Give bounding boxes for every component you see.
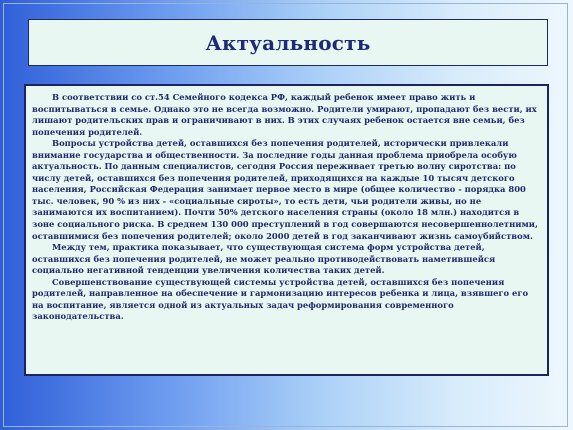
slide-title: Актуальность — [205, 30, 371, 55]
content-box — [24, 84, 549, 376]
paragraph-3-text: Между тем, практика показывает, что существующая система форм устройства детей, оставшихся без попечения родителей, не может реально противодействовать наметившейся социально негативной тенденции увеличения количества таких детей. — [32, 242, 496, 276]
paragraph-1 — [32, 92, 541, 138]
paragraph-1-text: В соответствии со ст.54 Семейного кодекса РФ, каждый ребенок имеет право жить и воспитываться в семье. Однако это не всегда возможно. Родители умирают, пропадают без вести, их лишают родительских прав и ограничивают в них. В этих случаях ребенок остается вне семьи, без попечения родителей. — [32, 92, 537, 137]
title-box — [28, 19, 548, 66]
paragraph-4 — [32, 277, 541, 323]
paragraph-4-text: Совершенствование существующей системы устройства детей, оставшихся без попечения родителей, направленное на обеспечение и гармонизацию интересов ребенка и лица, взявшего его на воспитание, является одной из актуальных задач реформирования современного законодательства. — [32, 276, 529, 322]
paragraph-2 — [32, 138, 541, 242]
paragraph-2-text: Вопросы устройства детей, оставшихся без попечения родителей, исторически привлекали внимание государства и общественности. За последние годы данная проблема приобрела особую актуальность. По данным специалистов, сегодня Россия переживает третью волну сиротства: по числу детей, оставшихся без попечения родителей, приходящихся на каждые 10 тысяч детского населения, Российская Федерация занимает первое место в мире (общее количество - порядка 800 тыс. человек, 90 % из них - «социальные сироты», то есть дети, чьи родители живы, но не занимаются их воспитанием). Почти 50% детского населения страны (около 18 млн.) находится в зоне социального риска. В среднем 130 000 преступлений в год совершаются несовершеннолетними, оставшимися без попечения родителей; около 2000 детей в год заканчивают жизнь самоубийством. — [32, 138, 538, 241]
paragraph-3 — [32, 242, 541, 277]
